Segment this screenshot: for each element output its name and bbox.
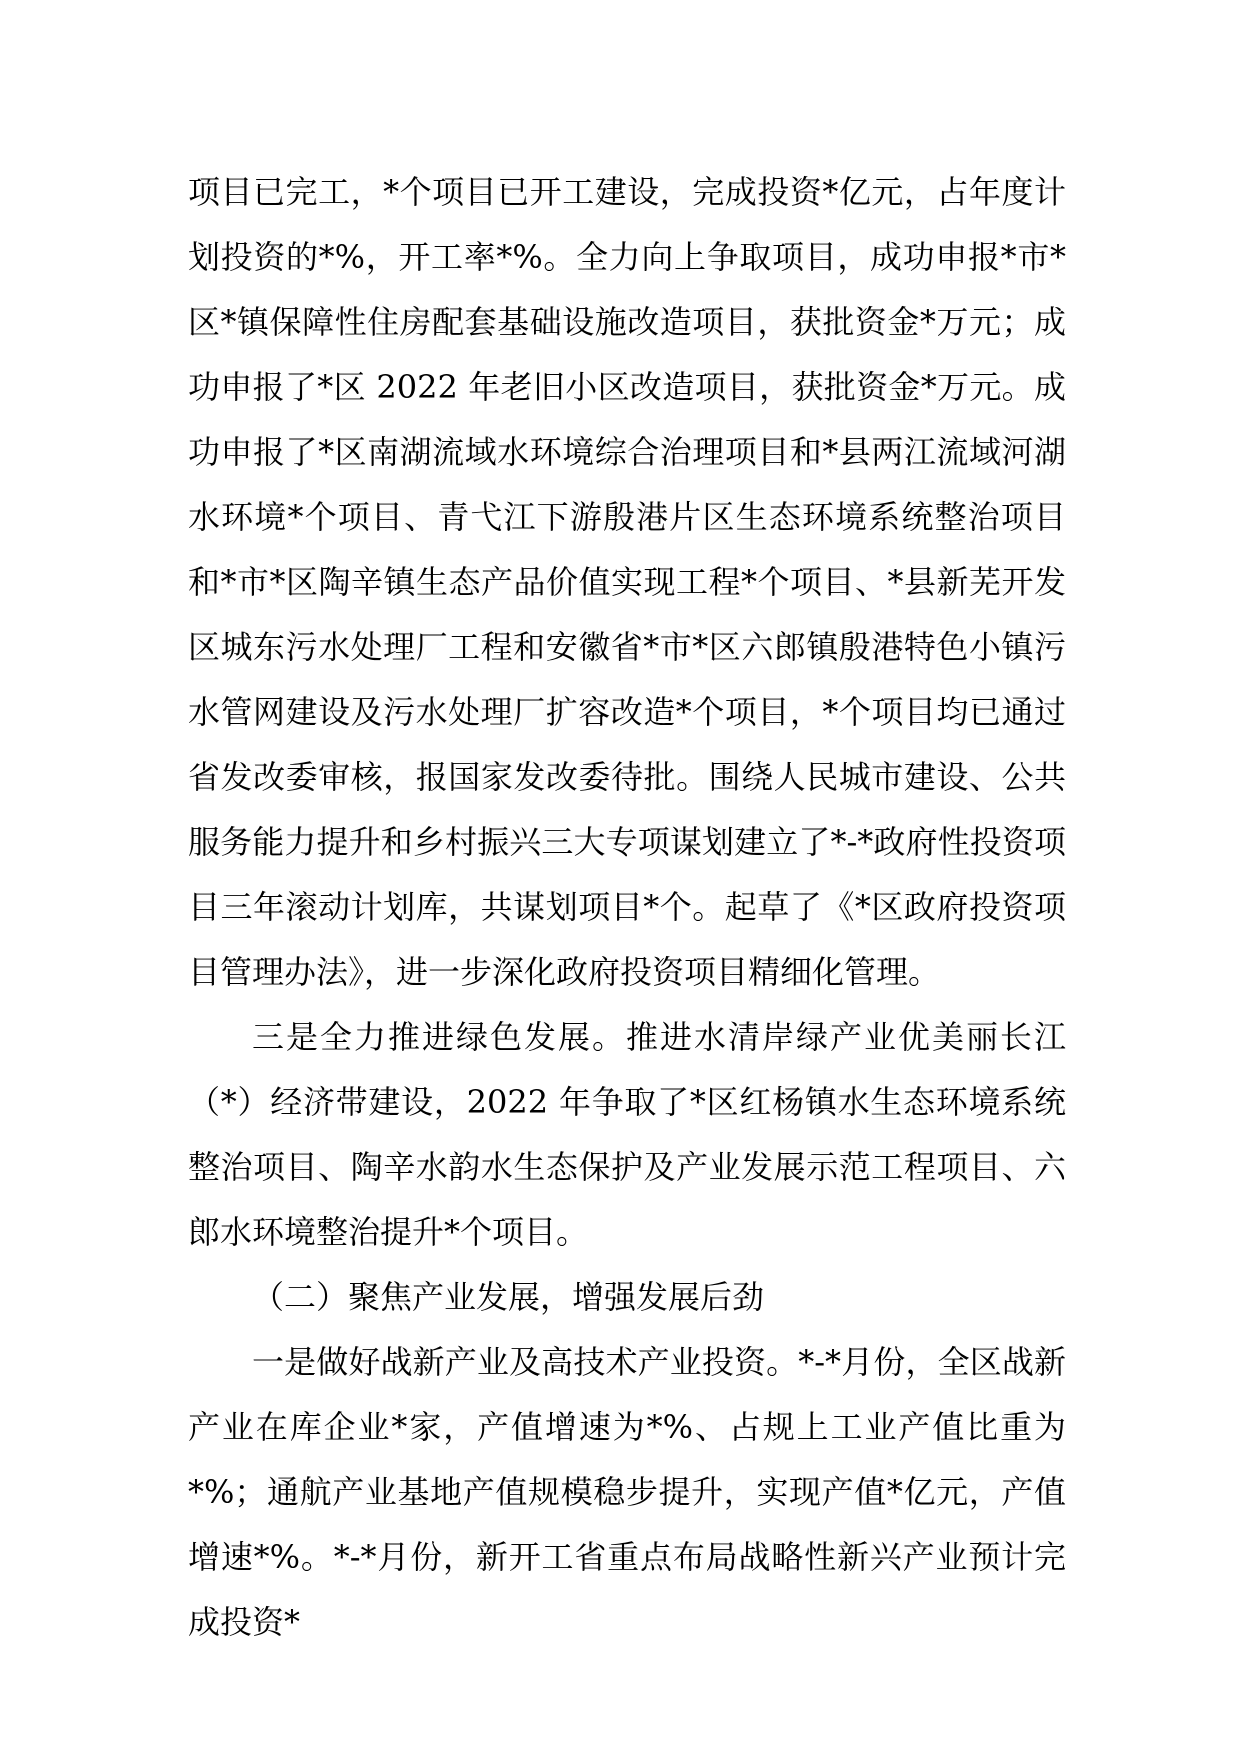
- paragraph-green-development: 三是全力推进绿色发展。推进水清岸绿产业优美丽长江（*）经济带建设，2022 年争取了*区红杨镇水生态环境系统整治项目、陶辛水韵水生态保护及产业发展示范工程项目、六郎水环境整治提升*个项目。: [188, 1018, 1066, 1251]
- section-heading-industry: （二）聚焦产业发展，增强发展后劲: [252, 1278, 765, 1316]
- document-body: [188, 160, 1066, 1655]
- paragraph-emerging-industry: 一是做好战新产业及高技术产业投资。*-*月份，全区战新产业在库企业*家，产值增速为*%、占规上工业产值比重为*%；通航产业基地产值规模稳步提升，实现产值*亿元，产值增速*%。*-*月份，新开工省重点布局战略性新兴产业预计完成投资*: [188, 1343, 1066, 1641]
- paragraph-project-progress: 项目已完工，*个项目已开工建设，完成投资*亿元，占年度计划投资的*%，开工率*%。全力向上争取项目，成功申报*市*区*镇保障性住房配套基础设施改造项目，获批资金*万元；成功申报了*区 2022 年老旧小区改造项目，获批资金*万元。成功申报了*区南湖流域水环境综合治理项目和*县两江流域河湖水环境*个项目、青弋江下游殷港片区生态环境系统整治项目和*市*区陶辛镇生态产品价值实现工程*个项目、*县新芜开发区城东污水处理厂工程和安徽省*市*区六郎镇殷港特色小镇污水管网建设及污水处理厂扩容改造*个项目，*个项目均已通过省发改委审核，报国家发改委待批。围绕人民城市建设、公共服务能力提升和乡村振兴三大专项谋划建立了*-*政府性投资项目三年滚动计划库，共谋划项目*个。起草了《*区政府投资项目管理办法》，进一步深化政府投资项目精细化管理。: [188, 173, 1066, 991]
